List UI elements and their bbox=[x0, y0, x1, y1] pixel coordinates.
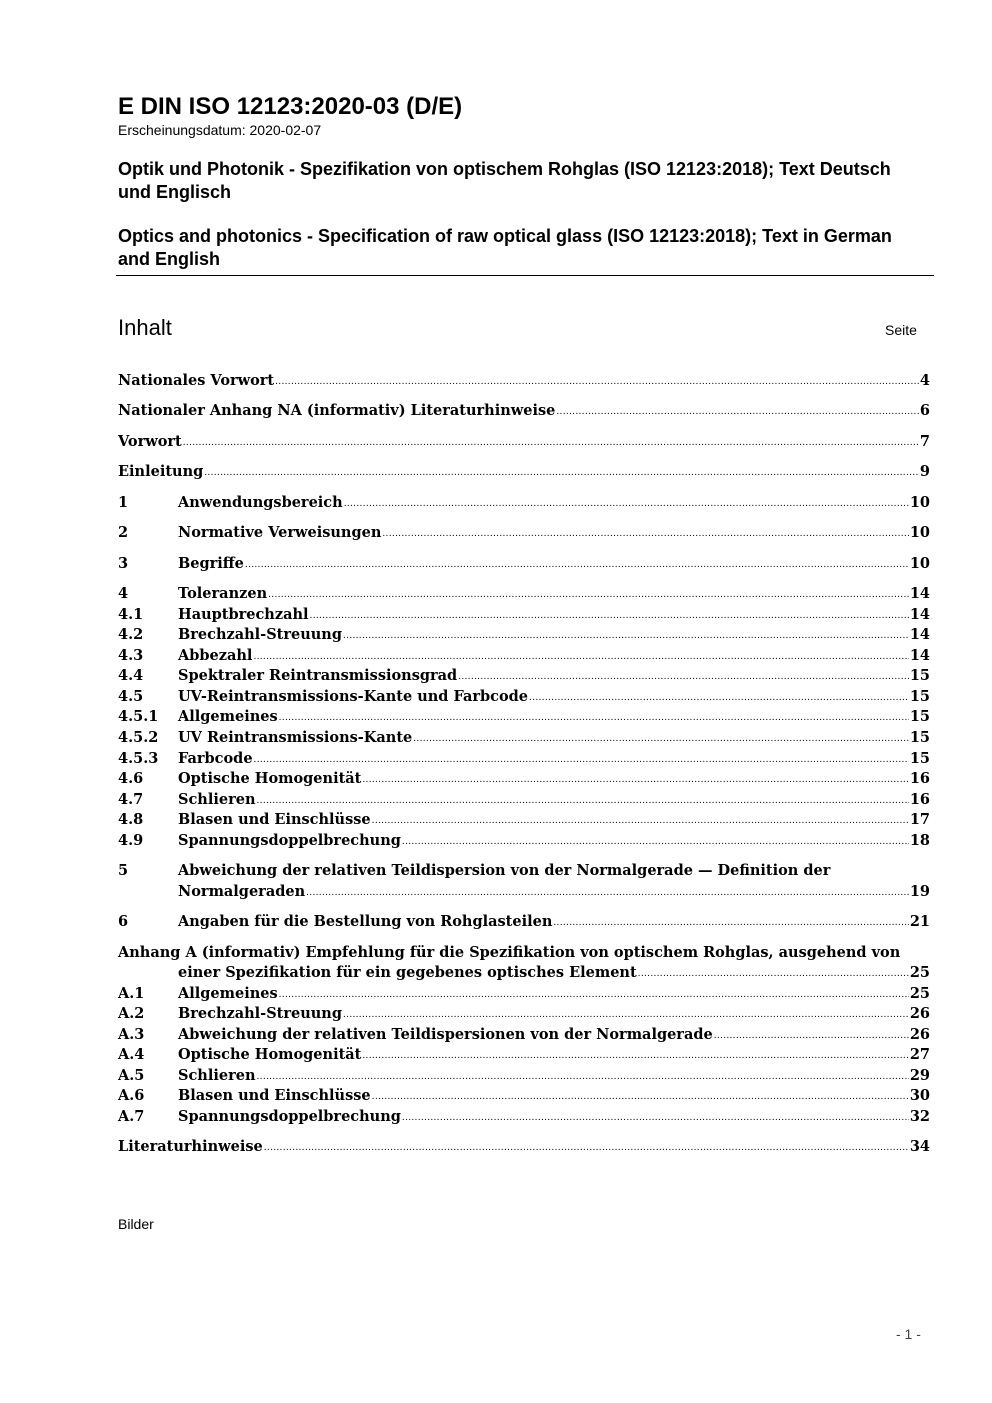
toc-entry[interactable] bbox=[118, 1045, 930, 1065]
toc-entry-title: Optische Homogenität bbox=[178, 1046, 362, 1063]
toc-entry[interactable] bbox=[118, 432, 930, 452]
toc-entry-number: 4.8 bbox=[118, 811, 144, 828]
toc-entry[interactable] bbox=[118, 1107, 930, 1127]
header-divider bbox=[116, 275, 934, 276]
toc-entry-title: Einleitung bbox=[118, 463, 204, 480]
toc-entry-page: 17 bbox=[909, 811, 930, 828]
toc-entry-title: Hauptbrechzahl bbox=[178, 606, 309, 623]
toc-entry[interactable] bbox=[118, 584, 930, 604]
toc-entry[interactable] bbox=[118, 493, 930, 513]
toc-entry-title: Blasen und Einschlüsse bbox=[178, 811, 371, 828]
toc-entry-page: 14 bbox=[909, 606, 930, 623]
toc-entry[interactable] bbox=[118, 554, 930, 574]
toc-entry-title: Spannungsdoppelbrechung bbox=[178, 1108, 401, 1125]
figures-heading: Bilder bbox=[118, 1216, 154, 1232]
toc-entry-page: 16 bbox=[909, 791, 930, 808]
toc-entry[interactable] bbox=[118, 1066, 930, 1086]
toc-entry-title: Toleranzen bbox=[178, 585, 268, 602]
toc-entry-title: Optische Homogenität bbox=[178, 770, 362, 787]
toc-entry-page: 26 bbox=[909, 1005, 930, 1022]
toc-entry[interactable] bbox=[118, 810, 930, 830]
toc-entry-title: UV-Reintransmissions-Kante und Farbcode bbox=[178, 688, 529, 705]
toc-entry-title: Abbezahl bbox=[178, 647, 253, 664]
toc-entry-number: 4.6 bbox=[118, 770, 144, 787]
toc-entry[interactable] bbox=[118, 769, 930, 789]
toc-entry-page: 32 bbox=[909, 1108, 930, 1125]
toc-entry-page: 15 bbox=[909, 729, 930, 746]
toc-entry-number: 4.5 bbox=[118, 688, 144, 705]
toc-entry[interactable] bbox=[118, 687, 930, 707]
toc-entry[interactable] bbox=[118, 790, 930, 810]
page-number: - 1 - bbox=[896, 1326, 921, 1342]
toc-entry-page: 14 bbox=[909, 585, 930, 602]
toc-entry[interactable] bbox=[118, 1025, 930, 1045]
toc-heading: Inhalt bbox=[118, 315, 172, 340]
toc-entry[interactable] bbox=[118, 1004, 930, 1024]
document-header bbox=[118, 93, 934, 271]
toc-entry[interactable] bbox=[118, 831, 930, 851]
toc-entry[interactable] bbox=[118, 605, 930, 625]
toc-entry-page: 15 bbox=[909, 667, 930, 684]
toc-entry-title: Brechzahl-Streuung bbox=[178, 626, 342, 643]
toc-page-heading: Seite bbox=[885, 322, 917, 338]
toc-entry-page: 10 bbox=[909, 555, 930, 572]
toc-entry-title: Blasen und Einschlüsse bbox=[178, 1087, 371, 1104]
toc-entry-page: 29 bbox=[909, 1067, 930, 1084]
toc-entry-page: 9 bbox=[919, 463, 930, 480]
toc-entry-number: 4.5.2 bbox=[118, 729, 159, 746]
toc-entry-number: A.7 bbox=[118, 1108, 145, 1125]
toc-entry-title: Normalgeraden bbox=[178, 883, 306, 900]
toc-entry-title: Schlieren bbox=[178, 1067, 256, 1084]
toc-entry-number: A.1 bbox=[118, 985, 145, 1002]
toc-entry-page: 10 bbox=[909, 494, 930, 511]
toc-entry-number: A.2 bbox=[118, 1005, 145, 1022]
toc-entry-first-line[interactable] bbox=[118, 861, 930, 881]
toc-entry-title: Allgemeines bbox=[178, 708, 278, 725]
toc-entry-title: Schlieren bbox=[178, 791, 256, 808]
toc-entry-page: 14 bbox=[909, 647, 930, 664]
toc-entry[interactable] bbox=[118, 707, 930, 727]
toc-entry-number: 1 bbox=[118, 494, 129, 511]
toc-entry[interactable] bbox=[118, 963, 930, 983]
toc-entry-page: 6 bbox=[919, 402, 930, 419]
toc-entry-page: 10 bbox=[909, 524, 930, 541]
toc-entry-page: 30 bbox=[909, 1087, 930, 1104]
toc-entry-title: Brechzahl-Streuung bbox=[178, 1005, 342, 1022]
toc-entry-title-line1: Anhang A (informativ) Empfehlung für die Spezifikation von optischem Rohglas, ausgehend von bbox=[118, 944, 901, 961]
toc-entry-first-line[interactable] bbox=[118, 943, 930, 963]
title-english: Optics and photonics - Specification of raw optical glass (ISO 12123:2018); Text in German and English bbox=[118, 226, 892, 269]
toc-entry-title: Abweichung der relativen Teildispersionen von der Normalgerade bbox=[178, 1026, 713, 1043]
toc-entry-title: Spektraler Reintransmissionsgrad bbox=[178, 667, 458, 684]
toc-entry[interactable] bbox=[118, 401, 930, 421]
toc-entry-title: Farbcode bbox=[178, 750, 253, 767]
toc-entry-number: 2 bbox=[118, 524, 129, 541]
toc-entry-page: 19 bbox=[909, 883, 930, 900]
toc-entry-number: 6 bbox=[118, 913, 129, 930]
toc-entry-page: 26 bbox=[909, 1026, 930, 1043]
publication-date: Erscheinungsdatum: 2020-02-07 bbox=[118, 122, 322, 138]
document-title: E DIN ISO 12123:2020-03 (D/E) bbox=[118, 93, 463, 120]
toc-entry-title: Anwendungsbereich bbox=[178, 494, 343, 511]
toc-entry[interactable] bbox=[118, 728, 930, 748]
toc-entry-page: 4 bbox=[919, 372, 930, 389]
toc-entry-number: 4.3 bbox=[118, 647, 144, 664]
toc-entry-number: 5 bbox=[118, 862, 129, 879]
toc-entry-page: 14 bbox=[909, 626, 930, 643]
toc-entry-title: Begriffe bbox=[178, 555, 244, 572]
toc-entry[interactable] bbox=[118, 912, 930, 932]
toc-entry-number: A.5 bbox=[118, 1067, 145, 1084]
toc-entry-number: 4.5.3 bbox=[118, 750, 159, 767]
toc-entry-title: Nationaler Anhang NA (informativ) Literaturhinweise bbox=[118, 402, 556, 419]
toc-entry-number: A.6 bbox=[118, 1087, 145, 1104]
toc-entry-title: Nationales Vorwort bbox=[118, 372, 275, 389]
toc-entry[interactable] bbox=[118, 625, 930, 645]
toc-entry-page: 18 bbox=[909, 832, 930, 849]
toc-entry[interactable] bbox=[118, 523, 930, 543]
toc-entry-page: 7 bbox=[919, 433, 930, 450]
toc-entry-title: Literaturhinweise bbox=[118, 1138, 263, 1155]
toc-entry-page: 25 bbox=[909, 964, 930, 981]
toc-entry-title: einer Spezifikation für ein gegebenes optisches Element bbox=[178, 964, 637, 981]
toc-entry-page: 15 bbox=[909, 750, 930, 767]
toc-entry[interactable] bbox=[118, 882, 930, 902]
toc-entry-title-line1: Abweichung der relativen Teildispersion von der Normalgerade — Definition der bbox=[178, 862, 831, 879]
toc-entry-title: Spannungsdoppelbrechung bbox=[178, 832, 401, 849]
toc-entry-page: 16 bbox=[909, 770, 930, 787]
toc-entry-page: 15 bbox=[909, 688, 930, 705]
toc-entry-number: 4.5.1 bbox=[118, 708, 159, 725]
title-german: Optik und Photonik - Spezifikation von optischem Rohglas (ISO 12123:2018); Text Deutsch und Englisch bbox=[118, 159, 891, 202]
toc-entry[interactable] bbox=[118, 666, 930, 686]
toc-entry-page: 34 bbox=[909, 1138, 930, 1155]
toc-entry-number: 4.4 bbox=[118, 667, 144, 684]
toc-entry-title: Normative Verweisungen bbox=[178, 524, 382, 541]
toc-entry-number: 3 bbox=[118, 555, 129, 572]
toc-entry-title: UV Reintransmissions-Kante bbox=[178, 729, 413, 746]
toc-entry[interactable] bbox=[118, 462, 930, 482]
toc-entry-number: A.4 bbox=[118, 1046, 145, 1063]
toc-entry-number: 4.2 bbox=[118, 626, 144, 643]
toc-entry[interactable] bbox=[118, 984, 930, 1004]
toc-entry-page: 15 bbox=[909, 708, 930, 725]
toc-entry[interactable] bbox=[118, 371, 930, 391]
toc-entry-title: Angaben für die Bestellung von Rohglasteilen bbox=[178, 913, 553, 930]
toc-entry[interactable] bbox=[118, 1137, 930, 1157]
toc-entry-number: 4.9 bbox=[118, 832, 144, 849]
toc-entry-title: Vorwort bbox=[118, 433, 182, 450]
toc-entry[interactable] bbox=[118, 749, 930, 769]
toc-entry[interactable] bbox=[118, 1086, 930, 1106]
toc-entry-page: 21 bbox=[909, 913, 930, 930]
toc-entry-title: Allgemeines bbox=[178, 985, 278, 1002]
toc-entry-page: 27 bbox=[909, 1046, 930, 1063]
toc-entry-page: 25 bbox=[909, 985, 930, 1002]
toc-entry[interactable] bbox=[118, 646, 930, 666]
toc-entry-number: 4.1 bbox=[118, 606, 144, 623]
toc-entry-number: A.3 bbox=[118, 1026, 145, 1043]
toc-entry-number: 4.7 bbox=[118, 791, 144, 808]
toc-entry-number: 4 bbox=[118, 585, 129, 602]
